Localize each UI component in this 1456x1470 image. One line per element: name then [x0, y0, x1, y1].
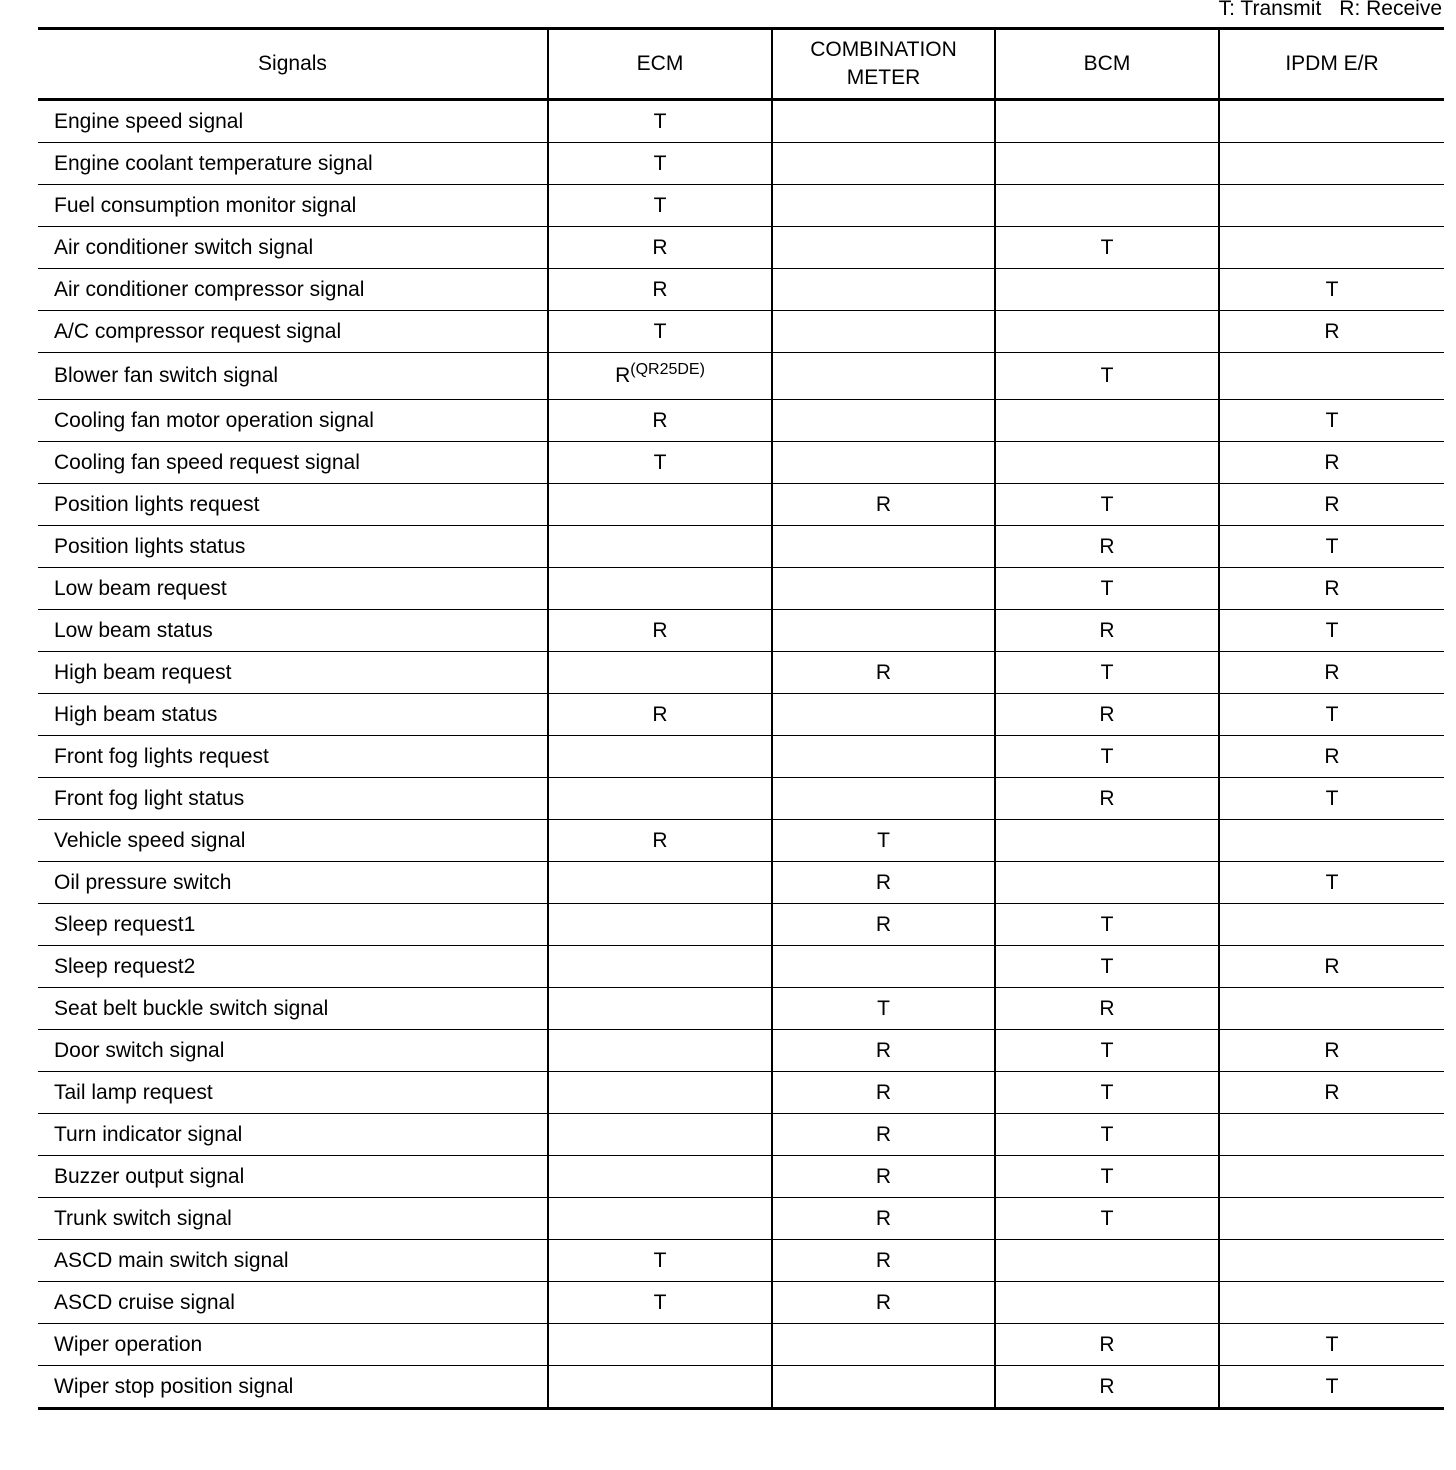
- ecm-cell: R: [548, 694, 772, 736]
- ipdm-cell: R: [1219, 442, 1444, 484]
- table-row: [38, 778, 1444, 820]
- bcm-cell: R: [995, 778, 1219, 820]
- bcm-cell: T: [995, 904, 1219, 946]
- table-row: [38, 988, 1444, 1030]
- table-row: [38, 904, 1444, 946]
- signal-name: A/C compressor request signal: [38, 311, 548, 353]
- table-body: [38, 100, 1444, 1409]
- ecm-cell: [548, 1114, 772, 1156]
- table-row: [38, 100, 1444, 143]
- combination-meter-cell: R: [772, 904, 995, 946]
- bcm-cell: [995, 862, 1219, 904]
- ecm-cell: [548, 568, 772, 610]
- combination-meter-cell: [772, 778, 995, 820]
- bcm-cell: [995, 820, 1219, 862]
- combination-meter-cell: R: [772, 484, 995, 526]
- combination-meter-cell: [772, 694, 995, 736]
- ecm-cell: R: [548, 269, 772, 311]
- combination-meter-cell: [772, 227, 995, 269]
- signal-name: High beam status: [38, 694, 548, 736]
- table-row: [38, 568, 1444, 610]
- ipdm-cell: T: [1219, 400, 1444, 442]
- ecm-cell: [548, 1198, 772, 1240]
- signal-name: Trunk switch signal: [38, 1198, 548, 1240]
- bcm-cell: T: [995, 568, 1219, 610]
- signal-name: Turn indicator signal: [38, 1114, 548, 1156]
- ipdm-cell: R: [1219, 311, 1444, 353]
- ecm-cell: R$^{(QR25DE)}$: [548, 353, 772, 400]
- ipdm-cell: [1219, 1198, 1444, 1240]
- signal-name: Wiper operation: [38, 1324, 548, 1366]
- ecm-cell: [548, 1156, 772, 1198]
- combination-meter-cell: [772, 736, 995, 778]
- ipdm-cell: R: [1219, 736, 1444, 778]
- bcm-cell: T: [995, 736, 1219, 778]
- ecm-cell: [548, 1030, 772, 1072]
- bcm-cell: [995, 100, 1219, 143]
- ecm-cell: [548, 988, 772, 1030]
- signal-name: Door switch signal: [38, 1030, 548, 1072]
- signal-name: Position lights status: [38, 526, 548, 568]
- ipdm-cell: T: [1219, 610, 1444, 652]
- signal-name: Wiper stop position signal: [38, 1366, 548, 1409]
- signal-name: Air conditioner switch signal: [38, 227, 548, 269]
- bcm-cell: T: [995, 1114, 1219, 1156]
- ecm-cell: [548, 778, 772, 820]
- table-row: [38, 143, 1444, 185]
- combination-meter-cell: [772, 100, 995, 143]
- ipdm-cell: T: [1219, 862, 1444, 904]
- ecm-cell: R: [548, 610, 772, 652]
- ipdm-cell: R: [1219, 652, 1444, 694]
- combination-meter-cell: R: [772, 1114, 995, 1156]
- ipdm-cell: T: [1219, 526, 1444, 568]
- ecm-cell: [548, 904, 772, 946]
- ecm-cell: [548, 1072, 772, 1114]
- combination-meter-cell: R: [772, 1198, 995, 1240]
- table-row: [38, 652, 1444, 694]
- ecm-cell: [548, 1366, 772, 1409]
- bcm-cell: T: [995, 484, 1219, 526]
- combination-meter-cell: [772, 311, 995, 353]
- bcm-cell: T: [995, 1072, 1219, 1114]
- ecm-cell: T: [548, 185, 772, 227]
- ecm-cell: [548, 1324, 772, 1366]
- ipdm-cell: [1219, 100, 1444, 143]
- signal-name: Oil pressure switch: [38, 862, 548, 904]
- signal-name: ASCD cruise signal: [38, 1282, 548, 1324]
- header-ecm: ECM: [548, 29, 772, 100]
- bcm-cell: [995, 185, 1219, 227]
- bcm-cell: T: [995, 1156, 1219, 1198]
- combination-meter-cell: R: [772, 652, 995, 694]
- bcm-cell: [995, 400, 1219, 442]
- table-row: [38, 1114, 1444, 1156]
- combination-meter-cell: [772, 442, 995, 484]
- ecm-cell: R: [548, 400, 772, 442]
- bcm-cell: [995, 143, 1219, 185]
- table-row: [38, 736, 1444, 778]
- ipdm-cell: [1219, 1240, 1444, 1282]
- table-row: [38, 1030, 1444, 1072]
- bcm-cell: R: [995, 1366, 1219, 1409]
- bcm-cell: R: [995, 988, 1219, 1030]
- combination-meter-cell: R: [772, 862, 995, 904]
- ecm-cell: T: [548, 143, 772, 185]
- table-row: [38, 1282, 1444, 1324]
- signal-name: Buzzer output signal: [38, 1156, 548, 1198]
- table-row: [38, 269, 1444, 311]
- bcm-cell: [995, 1282, 1219, 1324]
- header-ipdm: IPDM E/R: [1219, 29, 1444, 100]
- table-row: [38, 484, 1444, 526]
- table-row: [38, 820, 1444, 862]
- ecm-cell: [548, 484, 772, 526]
- table-row: [38, 1198, 1444, 1240]
- combination-meter-cell: [772, 353, 995, 400]
- ecm-cell: [548, 736, 772, 778]
- bcm-cell: R: [995, 610, 1219, 652]
- ipdm-cell: T: [1219, 269, 1444, 311]
- legend-transmit: T: Transmit: [1218, 0, 1322, 20]
- table-row: [38, 862, 1444, 904]
- bcm-cell: [995, 269, 1219, 311]
- combination-meter-cell: R: [772, 1240, 995, 1282]
- signal-name: Fuel consumption monitor signal: [38, 185, 548, 227]
- signal-name: Seat belt buckle switch signal: [38, 988, 548, 1030]
- table-row: [38, 526, 1444, 568]
- ipdm-cell: [1219, 353, 1444, 400]
- bcm-cell: T: [995, 353, 1219, 400]
- legend-receive: R: Receive: [1339, 0, 1442, 20]
- table-row: [38, 185, 1444, 227]
- table-row: [38, 610, 1444, 652]
- ecm-cell: R: [548, 227, 772, 269]
- ecm-cell: T: [548, 1282, 772, 1324]
- header-bcm: BCM: [995, 29, 1219, 100]
- ipdm-cell: [1219, 820, 1444, 862]
- signal-name: Low beam request: [38, 568, 548, 610]
- header-signals: Signals: [38, 29, 548, 100]
- table-row: [38, 694, 1444, 736]
- bcm-cell: R: [995, 694, 1219, 736]
- combination-meter-cell: [772, 946, 995, 988]
- signal-name: Tail lamp request: [38, 1072, 548, 1114]
- signal-name: Low beam status: [38, 610, 548, 652]
- ipdm-cell: [1219, 904, 1444, 946]
- signal-name: Blower fan switch signal: [38, 353, 548, 400]
- combination-meter-cell: [772, 185, 995, 227]
- ipdm-cell: [1219, 185, 1444, 227]
- ecm-cell: [548, 652, 772, 694]
- ipdm-cell: T: [1219, 694, 1444, 736]
- signal-name: Sleep request2: [38, 946, 548, 988]
- ipdm-cell: R: [1219, 568, 1444, 610]
- combination-meter-cell: [772, 526, 995, 568]
- bcm-cell: T: [995, 227, 1219, 269]
- ecm-cell: R: [548, 820, 772, 862]
- table-row: [38, 400, 1444, 442]
- legend: [1219, 0, 1442, 21]
- header-combination-meter: COMBINATION METER: [772, 29, 995, 100]
- signal-name: Front fog light status: [38, 778, 548, 820]
- bcm-cell: R: [995, 526, 1219, 568]
- combination-meter-cell: [772, 269, 995, 311]
- ipdm-cell: [1219, 1282, 1444, 1324]
- table-row: [38, 353, 1444, 400]
- engine-note: (QR25DE): [630, 361, 705, 378]
- combination-meter-cell: T: [772, 820, 995, 862]
- combination-meter-cell: R: [772, 1072, 995, 1114]
- signal-name: High beam request: [38, 652, 548, 694]
- combination-meter-cell: R: [772, 1030, 995, 1072]
- table-row: [38, 1366, 1444, 1409]
- bcm-cell: [995, 1240, 1219, 1282]
- combination-meter-cell: [772, 610, 995, 652]
- combination-meter-cell: R: [772, 1282, 995, 1324]
- ipdm-cell: T: [1219, 778, 1444, 820]
- ecm-cell: T: [548, 100, 772, 143]
- signal-name: Engine speed signal: [38, 100, 548, 143]
- ecm-cell: [548, 946, 772, 988]
- signal-name: Cooling fan motor operation signal: [38, 400, 548, 442]
- table-row: [38, 311, 1444, 353]
- signal-name: Position lights request: [38, 484, 548, 526]
- combination-meter-cell: [772, 1324, 995, 1366]
- ecm-cell: T: [548, 442, 772, 484]
- bcm-cell: T: [995, 946, 1219, 988]
- table-row: [38, 227, 1444, 269]
- ipdm-cell: R: [1219, 946, 1444, 988]
- signal-name: Vehicle speed signal: [38, 820, 548, 862]
- table-row: [38, 1072, 1444, 1114]
- ipdm-cell: [1219, 1156, 1444, 1198]
- ecm-cell: [548, 526, 772, 568]
- combination-meter-cell: [772, 400, 995, 442]
- table-row: [38, 1240, 1444, 1282]
- signal-name: Engine coolant temperature signal: [38, 143, 548, 185]
- combination-meter-cell: [772, 143, 995, 185]
- table-row: [38, 1156, 1444, 1198]
- ipdm-cell: [1219, 143, 1444, 185]
- combination-meter-cell: [772, 1366, 995, 1409]
- ipdm-cell: R: [1219, 1030, 1444, 1072]
- ipdm-cell: R: [1219, 1072, 1444, 1114]
- ipdm-cell: [1219, 1114, 1444, 1156]
- bcm-cell: [995, 311, 1219, 353]
- table-row: [38, 442, 1444, 484]
- bcm-cell: T: [995, 1198, 1219, 1240]
- combination-meter-cell: [772, 568, 995, 610]
- bcm-cell: T: [995, 1030, 1219, 1072]
- signal-name: Front fog lights request: [38, 736, 548, 778]
- ecm-cell: T: [548, 1240, 772, 1282]
- signal-name: Sleep request1: [38, 904, 548, 946]
- signal-name: Cooling fan speed request signal: [38, 442, 548, 484]
- ipdm-cell: R: [1219, 484, 1444, 526]
- can-signal-table: [38, 27, 1444, 1410]
- ipdm-cell: T: [1219, 1324, 1444, 1366]
- combination-meter-cell: R: [772, 1156, 995, 1198]
- ipdm-cell: [1219, 227, 1444, 269]
- combination-meter-cell: T: [772, 988, 995, 1030]
- bcm-cell: T: [995, 652, 1219, 694]
- signal-name: Air conditioner compressor signal: [38, 269, 548, 311]
- signal-name: ASCD main switch signal: [38, 1240, 548, 1282]
- table-row: [38, 1324, 1444, 1366]
- bcm-cell: [995, 442, 1219, 484]
- ecm-cell: T: [548, 311, 772, 353]
- bcm-cell: R: [995, 1324, 1219, 1366]
- ipdm-cell: T: [1325, 1374, 1339, 1398]
- header-row: [38, 29, 1444, 100]
- table-row: [38, 946, 1444, 988]
- ecm-cell: [548, 862, 772, 904]
- ipdm-cell: [1219, 988, 1444, 1030]
